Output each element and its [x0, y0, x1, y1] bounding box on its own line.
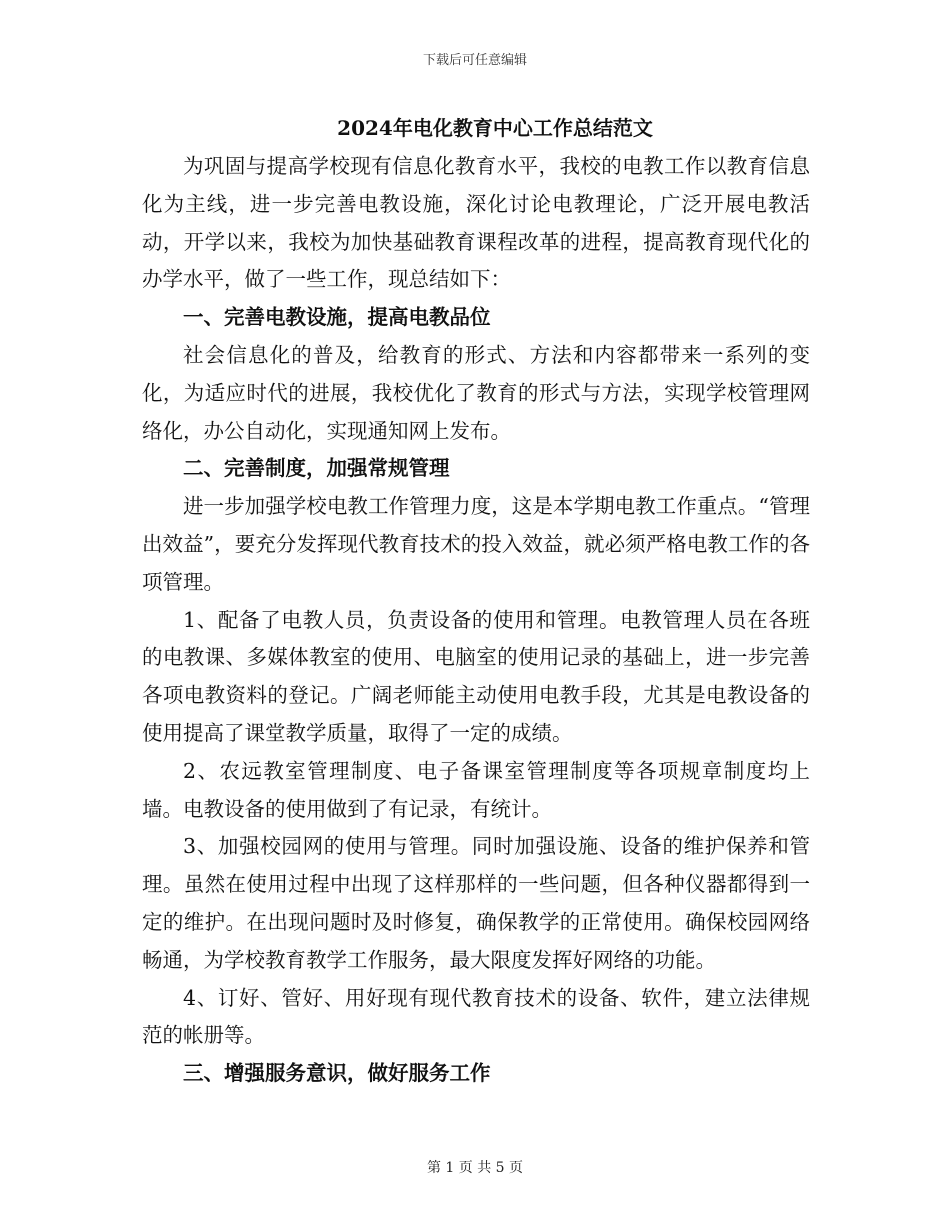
body-paragraph: 社会信息化的普及，给教育的形式、方法和内容都带来一系列的变化，为适应时代的进展，我校优化了教育的形式与方法，实现学校管理网络化，办公自动化，实现通知网上发布。 — [142, 342, 810, 443]
list-item-3: 3、加强校园网的使用与管理。同时加强设施、设备的维护保养和管理。虽然在使用过程中出现了这样那样的一些问题，但各种仪器都得到一定的维护。在出现问题时及时修复，确保教学的正常使用。确保校园网络畅通，为学校教育教学工作服务，最大限度发挥好网络的功能。 — [142, 834, 810, 972]
section-heading-2: 二、完善制度，加强常规管理 — [183, 456, 450, 481]
document-body — [142, 148, 810, 1093]
section-heading-3: 三、增强服务意识，做好服务工作 — [183, 1061, 491, 1086]
body-paragraph: 进一步加强学校电教工作管理力度，这是本学期电教工作重点。“管理出效益”，要充分发挥现代教育技术的投入效益，就必须严格电教工作的各项管理。 — [142, 494, 810, 594]
list-item-2: 2、农远教室管理制度、电子备课室管理制度等各项规章制度均上墙。电教设备的使用做到了有记录，有统计。 — [142, 758, 810, 821]
list-item-1: 1、配备了电教人员，负责设备的使用和管理。电教管理人员在各班的电教课、多媒体教室的使用、电脑室的使用记录的基础上，进一步完善各项电教资料的登记。广阔老师能主动使用电教手段，尤其是电教设备的使用提高了课堂教学质量，取得了一定的成绩。 — [142, 607, 810, 745]
page-number: 第 1 页 共 5 页 — [426, 1160, 524, 1176]
list-item-4: 4、订好、管好、用好现有现代教育技术的设备、软件，建立法律规范的帐册等。 — [142, 985, 810, 1048]
page-header-note: 下载后可任意编辑 — [422, 53, 527, 68]
intro-paragraph: 为巩固与提高学校现有信息化教育水平，我校的电教工作以教育信息化为主线，进一步完善电教设施，深化讨论电教理论，广泛开展电教活动，开学以来，我校为加快基础教育课程改革的进程，提高教育现代化的办学水平，做了一些工作，现总结如下： — [142, 154, 810, 292]
document-title: 2024年电化教育中心工作总结范文 — [337, 116, 653, 140]
section-heading-1: 一、完善电教设施，提高电教品位 — [183, 305, 491, 330]
